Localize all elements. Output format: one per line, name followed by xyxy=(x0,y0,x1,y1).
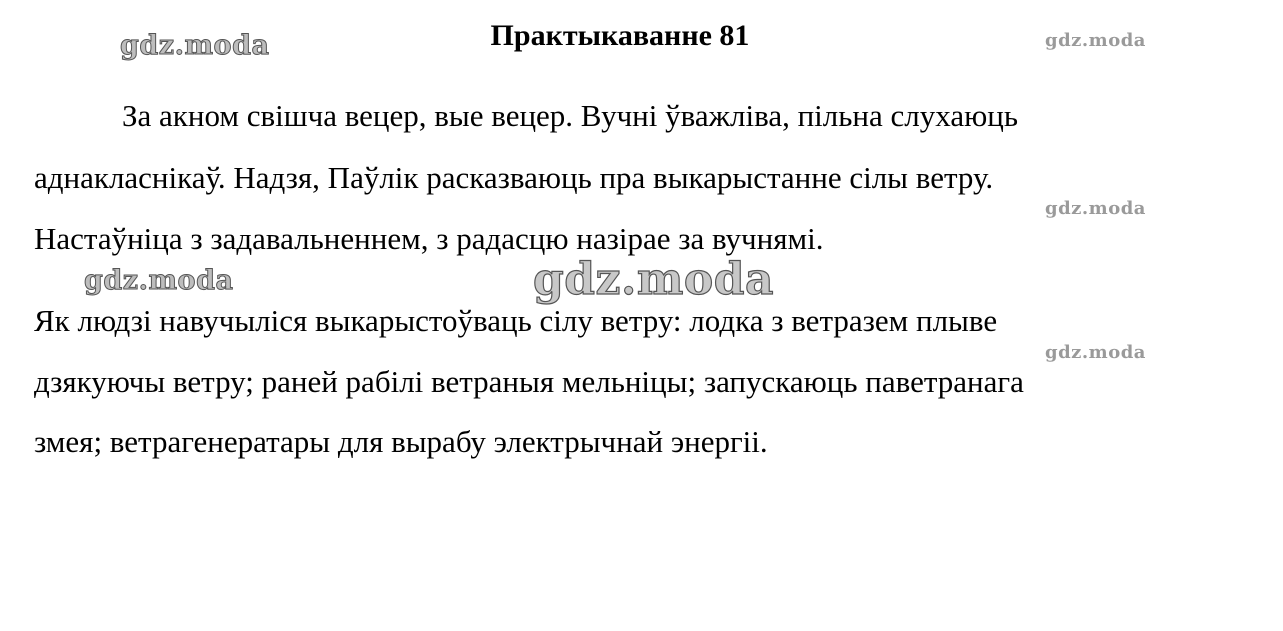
paragraph-1-line-2: аднакласнікаў. Надзя, Паўлік расказваюць пра выкарыстанне сілы ветру. xyxy=(34,160,994,195)
watermark-logo: gdz.moda xyxy=(533,254,775,305)
exercise-title: Практыкаванне 81 xyxy=(490,19,750,52)
paragraph-2-line-1: Як людзі навучыліся выкарыстоўваць сілу ветру: лодка з ветразем плыве xyxy=(34,303,998,338)
watermark-logo: gdz.moda xyxy=(120,30,270,61)
paragraph-1-line-3: Настаўніца з задавальненнем, з радасцю назірае за вучнямі. xyxy=(34,221,824,256)
watermark-logo: gdz.moda xyxy=(1045,30,1146,51)
paragraph-1-line-1: За акном свішча вецер, вые вецер. Вучні ўважліва, пільна слухаюць xyxy=(122,98,1018,133)
watermark-logo: gdz.moda xyxy=(1045,198,1146,219)
watermark-logo: gdz.moda xyxy=(1045,342,1146,363)
paragraph-2-line-3: змея; ветрагенератары для вырабу электрычнай энергіі. xyxy=(34,424,768,459)
watermark-logo: gdz.moda xyxy=(84,265,234,296)
paragraph-2-line-2: дзякуючы ветру; раней рабілі ветраныя мельніцы; запускаюць паветранага xyxy=(34,364,1024,399)
